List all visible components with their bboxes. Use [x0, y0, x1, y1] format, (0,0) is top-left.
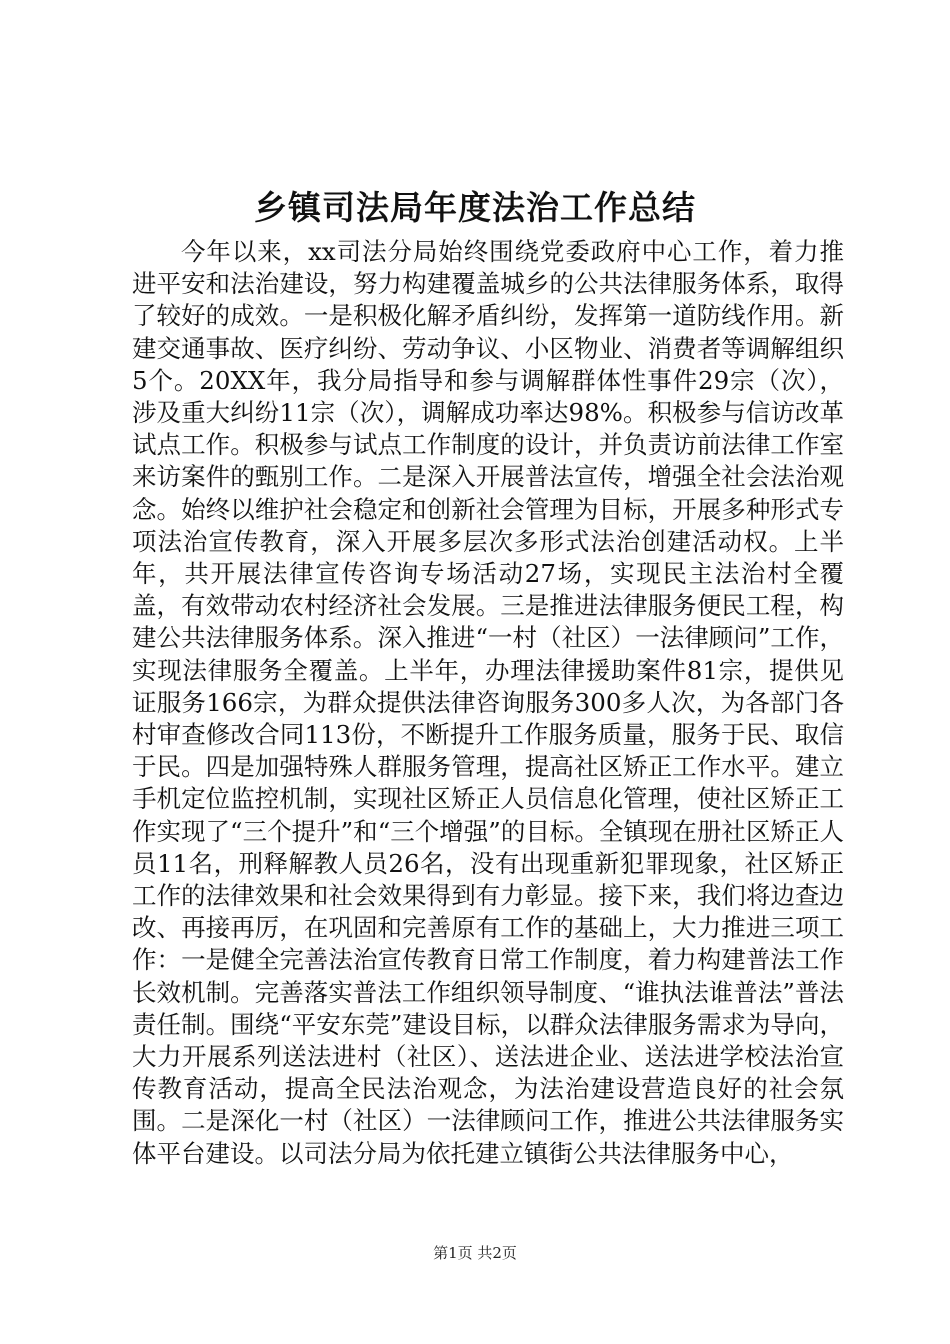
document-body-paragraph: 今年以来，xx司法分局始终围绕党委政府中心工作，着力推进平安和法治建设，努力构建覆盖城乡的公共法律服务体系，取得了较好的成效。一是积极化解矛盾纠纷，发挥第一道防线作用。新建交通事故、医疗纠纷、劳动争议、小区物业、消费者等调解组织5个。20XX年，我分局指导和参与调解群体性事件29宗（次），涉及重大纠纷11宗（次），调解成功率达98%。积极参与信访改革试点工作。积极参与试点工作制度的设计，并负责访前法律工作室来访案件的甄别工作。二是深入开展普法宣传，增强全社会法治观念。始终以维护社会稳定和创新社会管理为目标，开展多种形式专项法治宣传教育，深入开展多层次多形式法治创建活动权。上半年，共开展法律宣传咨询专场活动27场，实现民主法治村全覆盖，有效带动农村经济社会发展。三是推进法律服务便民工程，构建公共法律服务体系。深入推进“一村（社区）一法律顾问”工作，实现法律服务全覆盖。上半年，办理法律援助案件81宗，提供见证服务166宗，为群众提供法律咨询服务300多人次，为各部门各村审查修改合同113份，不断提升工作服务质量，服务于民、取信于民。四是加强特殊人群服务管理，提高社区矫正工作水平。建立手机定位监控机制，实现社区矫正人员信息化管理，使社区矫正工作实现了“三个提升”和“三个增强”的目标。全镇现在册社区矫正人员11名，刑释解教人员26名，没有出现重新犯罪现象，社区矫正工作的法律效果和社会效果得到有力彰显。接下来，我们将边查边改、再接再厉，在巩固和完善原有工作的基础上，大力推进三项工作：一是健全完善法治宣传教育日常工作制度，着力构建普法工作长效机制。完善落实普法工作组织领导制度、“谁执法谁普法”普法责任制。围绕“平安东莞”建设目标，以群众法律服务需求为导向，大力开展系列送法进村（社区）、送法进企业、送法进学校法治宣传教育活动，提高全民法治观念，为法治建设营造良好的社会氛围。二是深化一村（社区）一法律顾问工作，推进公共法律服务实体平台建设。以司法分局为依托建立镇街公共法律服务中心， — [132, 237, 844, 1168]
page-number-footer: 第1页 共2页 — [433, 1244, 517, 1262]
document-title: 乡镇司法局年度法治工作总结 — [254, 188, 696, 227]
